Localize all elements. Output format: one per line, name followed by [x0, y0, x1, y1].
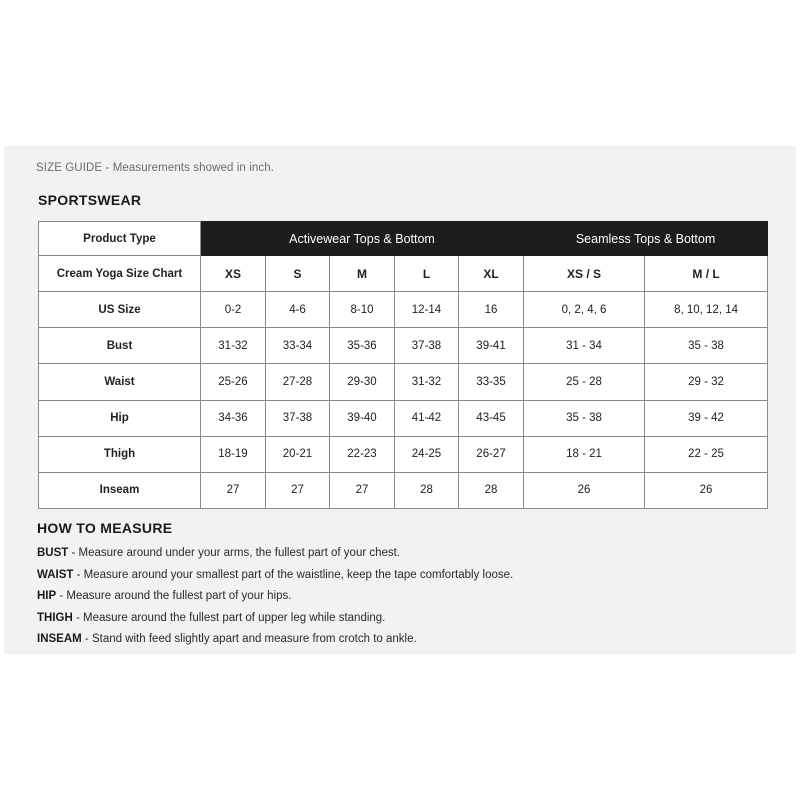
activewear-group-header: Activewear Tops & Bottom — [201, 222, 524, 256]
measure-term: WAIST — [37, 568, 74, 581]
size-header-cell: L — [395, 256, 459, 292]
size-header-cell: M / L — [645, 256, 768, 292]
how-to-measure-heading: HOW TO MEASURE — [37, 520, 173, 536]
table-cell: 28 — [459, 472, 524, 508]
measure-description: - Measure around the fullest part of your hips. — [56, 590, 292, 602]
measure-item — [37, 588, 513, 610]
table-cell: 29 - 32 — [645, 364, 768, 400]
table-cell: 18 - 21 — [524, 436, 645, 472]
measure-term: HIP — [37, 590, 57, 602]
row-label: Hip — [39, 400, 201, 436]
row-label: Inseam — [39, 472, 201, 508]
measure-term: INSEAM — [37, 633, 82, 645]
table-cell: 0, 2, 4, 6 — [524, 292, 645, 328]
table-header-row — [39, 222, 768, 256]
table-cell: 35 - 38 — [524, 400, 645, 436]
table-cell: 26 — [645, 472, 768, 508]
table-cell: 22 - 25 — [645, 436, 768, 472]
table-cell: 27-28 — [266, 364, 330, 400]
table-row — [39, 400, 768, 436]
table-cell: 29-30 — [330, 364, 395, 400]
product-type-label: Product Type — [39, 222, 201, 256]
table-cell: 27 — [201, 472, 266, 508]
chart-label: Cream Yoga Size Chart — [39, 256, 201, 292]
size-header-cell: XL — [459, 256, 524, 292]
table-cell: 34-36 — [201, 400, 266, 436]
table-cell: 20-21 — [266, 436, 330, 472]
table-cell: 16 — [459, 292, 524, 328]
table-cell: 25 - 28 — [524, 364, 645, 400]
table-cell: 31-32 — [201, 328, 266, 364]
table-cell: 33-35 — [459, 364, 524, 400]
size-header-cell: XS / S — [524, 256, 645, 292]
size-header-cell: S — [266, 256, 330, 292]
table-cell: 39-41 — [459, 328, 524, 364]
measure-item — [37, 610, 513, 632]
row-label: US Size — [39, 292, 201, 328]
table-cell: 26-27 — [459, 436, 524, 472]
measure-item — [37, 545, 513, 567]
table-cell: 12-14 — [395, 292, 459, 328]
measure-term: BUST — [37, 547, 69, 559]
table-cell: 8-10 — [330, 292, 395, 328]
table-cell: 18-19 — [201, 436, 266, 472]
how-to-measure-list — [37, 545, 513, 653]
table-cell: 35-36 — [330, 328, 395, 364]
table-cell: 39-40 — [330, 400, 395, 436]
table-cell: 4-6 — [266, 292, 330, 328]
table-cell: 27 — [330, 472, 395, 508]
table-cell: 26 — [524, 472, 645, 508]
measure-item — [37, 631, 513, 653]
table-cell: 24-25 — [395, 436, 459, 472]
table-cell: 31 - 34 — [524, 328, 645, 364]
table-cell: 37-38 — [395, 328, 459, 364]
table-cell: 31-32 — [395, 364, 459, 400]
row-label: Bust — [39, 328, 201, 364]
table-cell: 33-34 — [266, 328, 330, 364]
measure-item — [37, 567, 513, 589]
size-header-cell: XS — [201, 256, 266, 292]
table-cell: 39 - 42 — [645, 400, 768, 436]
table-row — [39, 292, 768, 328]
table-row — [39, 436, 768, 472]
measure-description: - Measure around under your arms, the fullest part of your chest. — [68, 547, 401, 559]
table-cell: 22-23 — [330, 436, 395, 472]
table-cell: 35 - 38 — [645, 328, 768, 364]
row-label: Thigh — [39, 436, 201, 472]
table-cell: 41-42 — [395, 400, 459, 436]
table-row — [39, 328, 768, 364]
table-cell: 37-38 — [266, 400, 330, 436]
measure-description: - Stand with feed slightly apart and measure from crotch to ankle. — [81, 633, 417, 645]
seamless-group-header: Seamless Tops & Bottom — [524, 222, 768, 256]
size-guide-title: SIZE GUIDE - Measurements showed in inch. — [36, 162, 275, 174]
table-row — [39, 364, 768, 400]
table-cell: 43-45 — [459, 400, 524, 436]
measure-description: - Measure around the fullest part of upper leg while standing. — [72, 611, 386, 624]
size-header-row — [39, 256, 768, 292]
table-cell: 27 — [266, 472, 330, 508]
size-header-cell: M — [330, 256, 395, 292]
table-cell: 28 — [395, 472, 459, 508]
row-label: Waist — [39, 364, 201, 400]
table-cell: 0-2 — [201, 292, 266, 328]
table-row — [39, 472, 768, 508]
measure-description: - Measure around your smallest part of the waistline, keep the tape comfortably loose. — [73, 568, 514, 581]
sportswear-heading: SPORTSWEAR — [38, 192, 142, 208]
table-cell: 8, 10, 12, 14 — [645, 292, 768, 328]
measure-term: THIGH — [37, 611, 73, 624]
table-cell: 25-26 — [201, 364, 266, 400]
size-chart-table — [38, 221, 768, 509]
